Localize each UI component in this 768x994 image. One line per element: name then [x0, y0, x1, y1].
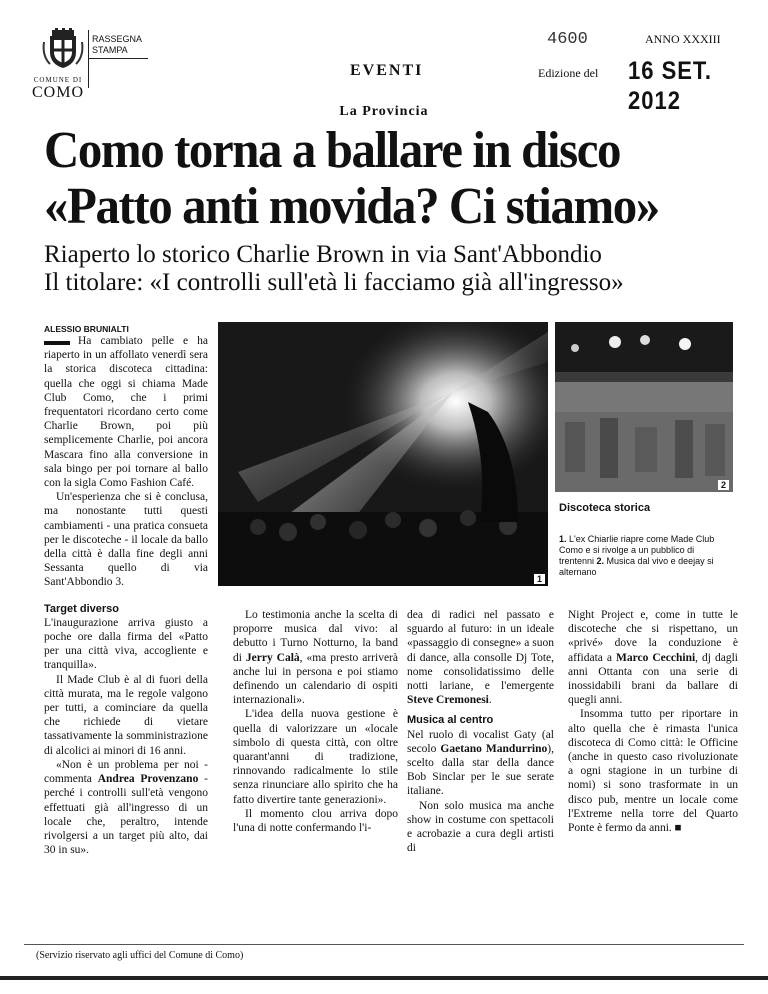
person-name: Steve Cremonesi	[407, 694, 489, 707]
paragraph	[233, 608, 398, 707]
paragraph	[407, 728, 554, 799]
article-column-4	[568, 608, 738, 835]
subheading: Musica al centro	[407, 714, 494, 727]
section-label: EVENTI	[350, 62, 424, 79]
paragraph: L'inaugurazione arriva giusto a poche ore dalla firma del «Patto per una città viva, accogliente e tranquilla».	[44, 616, 208, 672]
author-byline: ALESSIO BRUNIALTI	[44, 324, 129, 334]
caption-text: L'ex Chiarlie riapre come Made Club Como e si rivolge a un pubblico di trentenni	[559, 534, 715, 566]
text-span: , dj dagli anni Ottanta con una serie di inossidabili brani da ballare di quegli anni.	[568, 651, 738, 707]
person-name: Marco Cecchini	[616, 651, 696, 664]
paragraph: L'idea della nuova gestione è quella di valorizzare un «locale simbolo di questa città, con oltre quarant'anni di tradizione, rinnovando radicalmente lo stile senza rinunciare allo spirito che ha fatto divertire tante generazioni».	[233, 708, 398, 806]
article-column-1	[44, 334, 208, 857]
deck-line1: Riaperto lo storico Charlie Brown in via Sant'Abbondio	[44, 241, 602, 268]
article-photo-2	[555, 322, 733, 492]
paragraph: Ha cambiato pelle e ha riaperto in un affollato venerdì sera la storica discoteca cittadina: quella che oggi si chiama Made Club Como, che i primi frequentatori ricordano certo come Charlie Brown, poi più semplicemente Charlie, poi ancora Mascara fino alla conversione in sala bingo per poi tornare al ballo con la sigla Como Fashion Café.	[44, 335, 208, 490]
footer-note: (Servizio riservato agli uffici del Comune di Como)	[36, 950, 244, 961]
paragraph: Il Made Club è al di fuori della città murata, ma le regole valgono per tutti, a cominciare da quella che richiede di vietare tassativamente la somministrazione di alcolici ai minori di 16 anni.	[44, 673, 208, 757]
caption-marker: 1.	[559, 534, 567, 544]
text-span: , «ma presto arriverà anche lui in persona e poi stiamo definendo un calendario di ospiti internazionali».	[233, 651, 398, 707]
caption-text: Musica dal vivo e deejay si alternano	[559, 556, 714, 577]
person-name: Gaetano Mandurrino	[440, 742, 548, 755]
header-divider-horizontal	[88, 58, 148, 59]
text-span: dea di radici nel passato e sguardo al futuro: in un ideale «passaggio di consegne» a suon di dance, alla consolle Dj Tote, nome consolidatissimo delle notti lariane, e l'emergente	[407, 609, 554, 693]
comune-crest-logo	[42, 28, 84, 70]
newspaper-masthead: La Provincia	[339, 104, 429, 119]
edizione-label: Edizione del	[538, 66, 599, 80]
footer-rule	[0, 976, 768, 980]
paragraph	[44, 758, 208, 857]
photo-number-1: 1	[534, 574, 545, 584]
header-divider-vertical	[88, 30, 89, 88]
photo-caption	[559, 534, 729, 578]
text-span: .	[488, 694, 492, 707]
headline-line1: Como torna a ballare in disco	[44, 122, 621, 179]
city-label: COMO	[31, 84, 84, 101]
subheading: Target diverso	[44, 602, 119, 615]
stamp-number: 4600	[547, 30, 588, 49]
paragraph: Un'esperienza che si è conclusa, ma nonostante tutti questi cambiamenti - una pratica consueta per le discoteche - il locale da ballo della città è dalla fine degli anni Sessanta quello di via Sant'Abbondio 3.	[44, 491, 208, 589]
person-name: Jerry Calà	[245, 651, 300, 664]
text-span: «Non è un problema per noi - commenta	[44, 758, 208, 786]
paragraph: Insomma tutto per riportare in alto quella che è rimasta l'unica discoteca di Como città: le Officine (anche in questo caso rivoluzionate a ogni stagione in un turbine di nomi) si sono trasformate in un disco pub, mentre un locale come l'Extreme nella torre del Quarto Ponte è fermo da anni. ■	[568, 708, 738, 835]
comune-di-label: COMUNE DI	[33, 76, 83, 84]
date-stamp: 16 SET. 2012	[628, 56, 713, 115]
rassegna-line1: RASSEGNA	[92, 34, 143, 44]
anno-label: ANNO XXXIII	[645, 32, 721, 46]
text-span: Lo testimonia anche la scelta di proporre musica dal vivo: al debutto i Turno Notturno, la band di	[233, 609, 398, 664]
caption-title: Discoteca storica	[559, 502, 651, 514]
paragraph: Non solo musica ma anche show in costume con spettacoli e acrobazie a cura degli artisti di	[407, 799, 554, 855]
paragraph	[568, 608, 738, 707]
caption-marker: 2.	[596, 556, 605, 566]
deck-line2: Il titolare: «I controlli sull'età li facciamo già all'ingresso»	[44, 269, 624, 296]
rassegna-line2: STAMPA	[92, 45, 128, 55]
article-photo-1	[218, 322, 548, 586]
article-column-2	[233, 608, 398, 835]
headline-line2: «Patto anti movida? Ci stiamo»	[44, 178, 659, 235]
text-span: - perché i controlli sull'età vengono effettuati già all'ingresso di un locale che, peraltro, intende rivolgersi a un target più alto, dai 30 in su».	[44, 773, 208, 857]
text-span: Nel ruolo di vocalist Gaty (al secolo	[407, 728, 554, 755]
photo-number-2: 2	[718, 480, 729, 490]
article-column-3	[407, 608, 554, 855]
paragraph: Il momento clou arriva dopo l'una di notte confermando l'i-	[233, 807, 398, 835]
paragraph	[407, 608, 554, 707]
rassegna-stampa-label	[92, 34, 152, 56]
text-span: ), scelto dalla star della dance Bob Sinclar per le sue serate italiane.	[407, 742, 554, 798]
person-name: Andrea Provenzano	[97, 773, 199, 786]
text-span: Night Project e, come in tutte le discoteche che si rispettano, un «privé» dove la conduzione è affidata a	[568, 609, 738, 664]
